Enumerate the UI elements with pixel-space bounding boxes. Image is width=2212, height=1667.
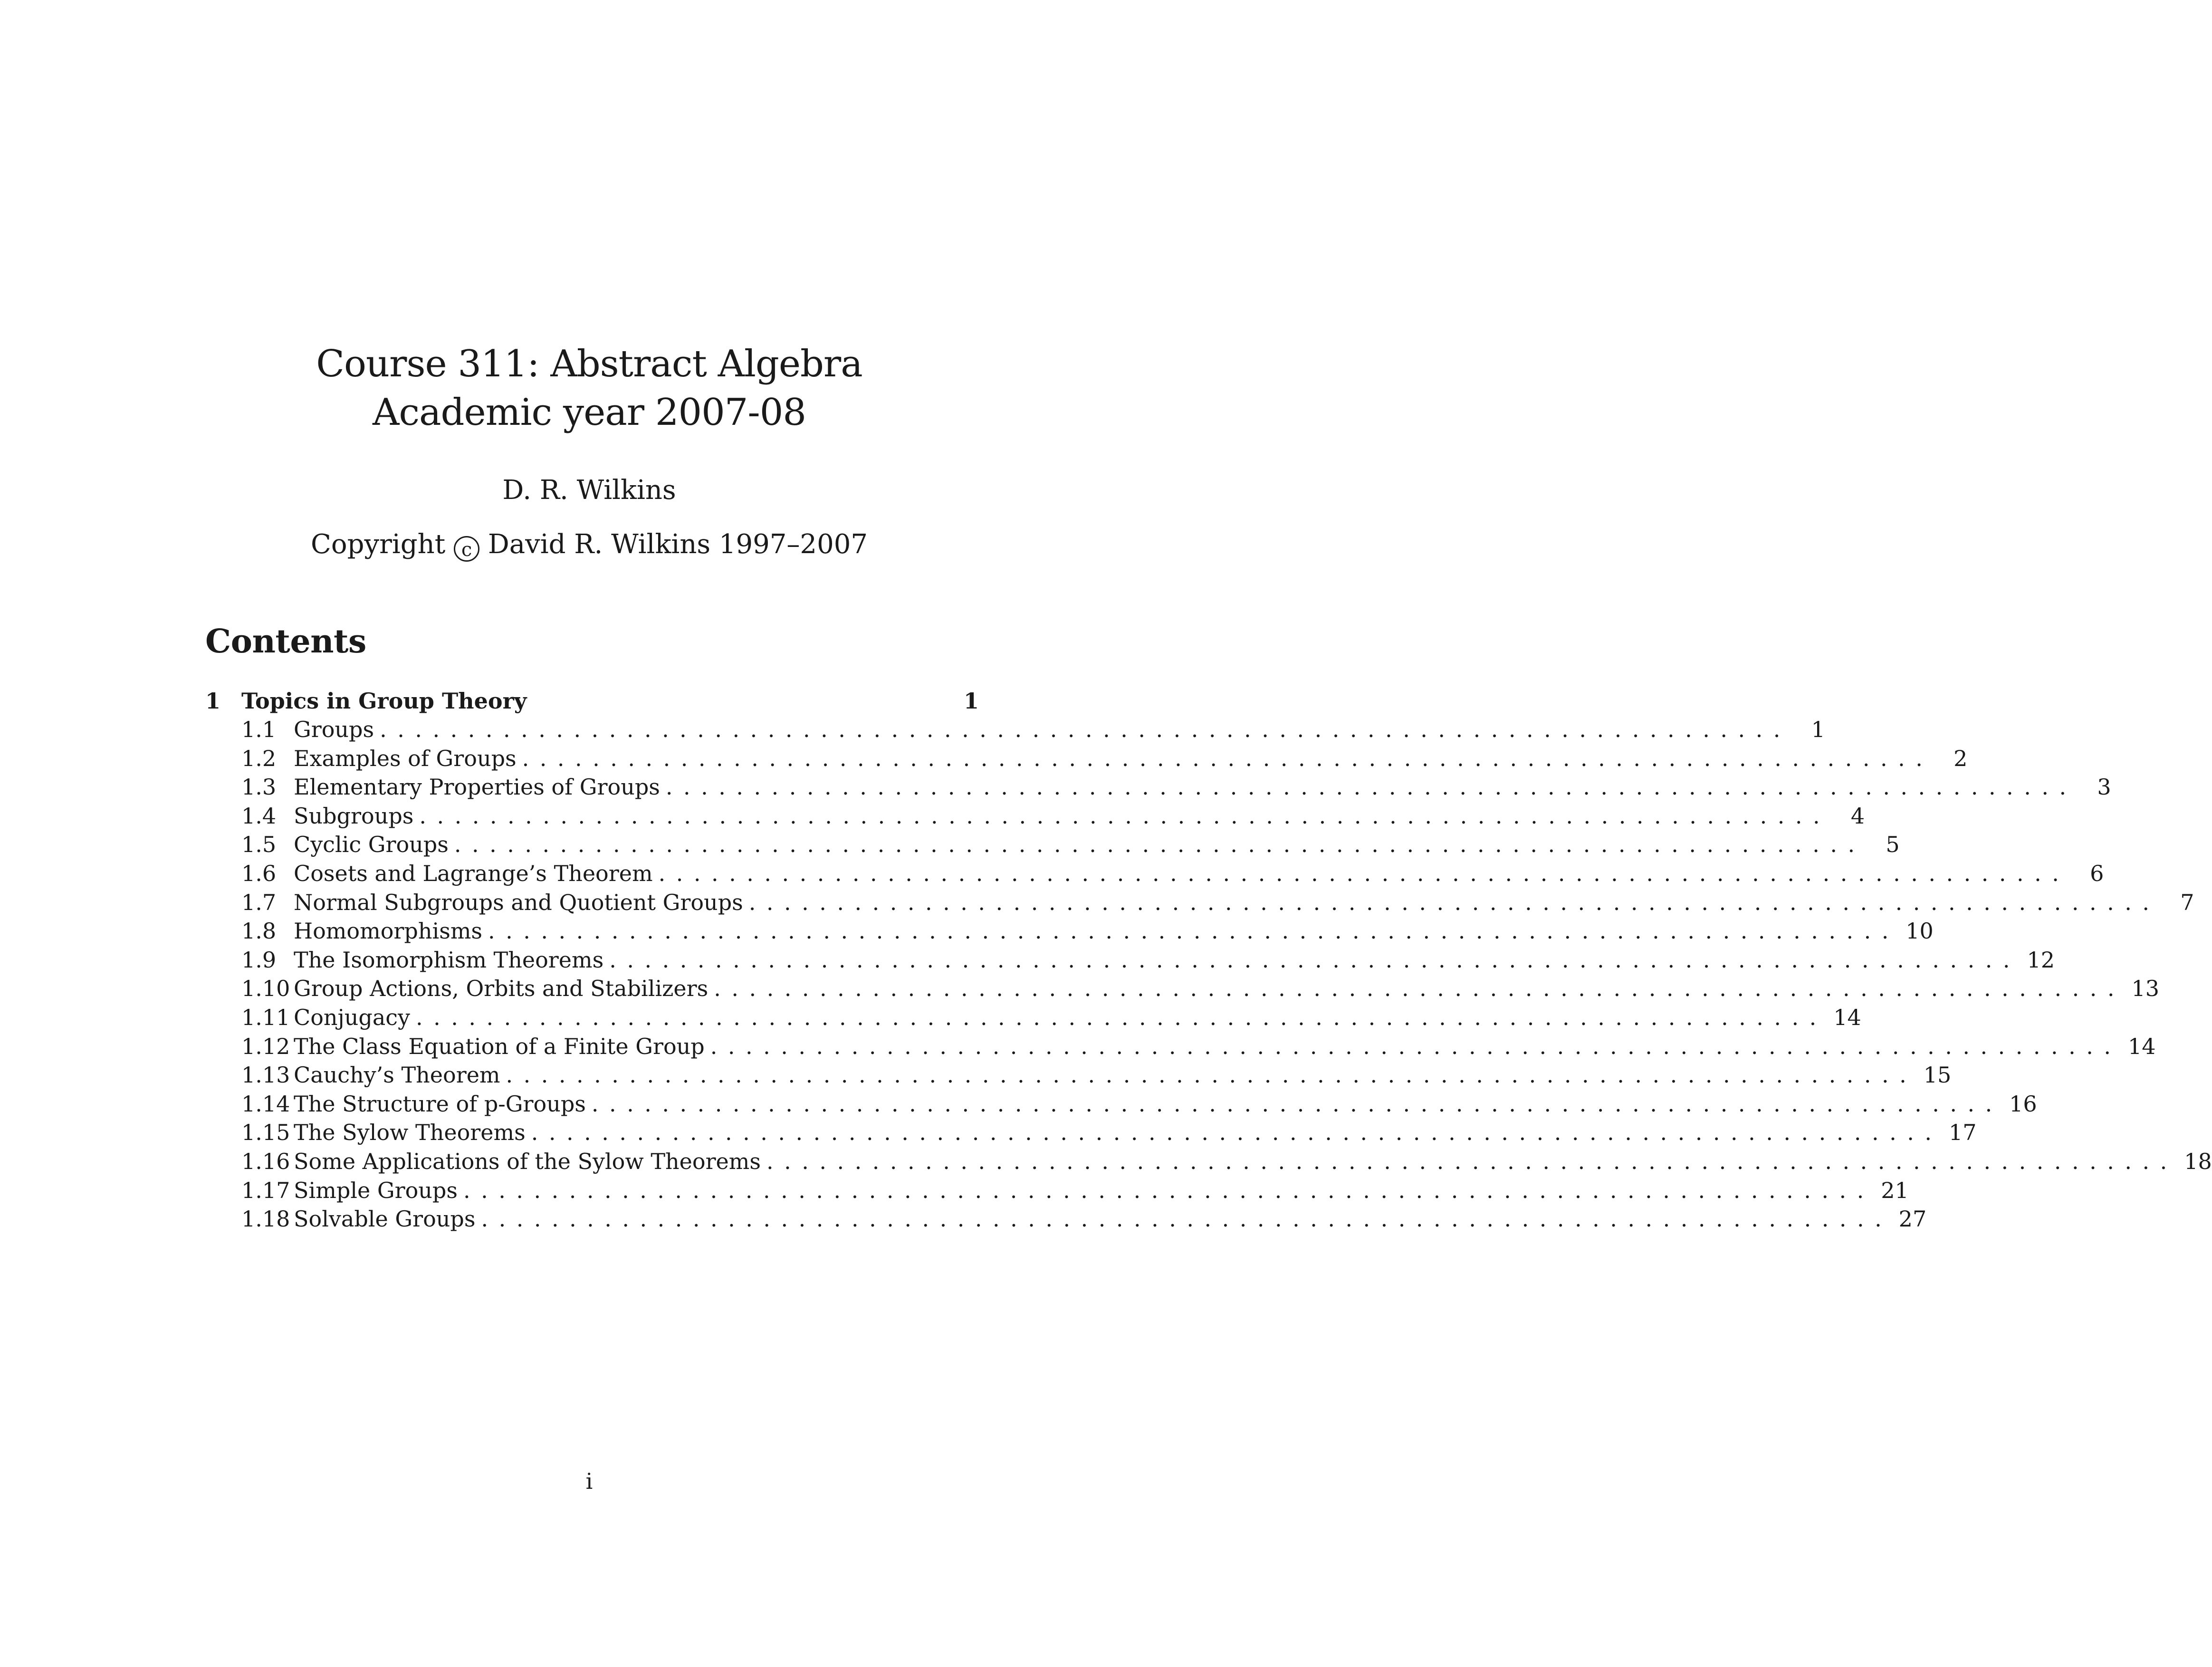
page-number: i [585, 1468, 593, 1494]
chapter-title: Topics in Group Theory [241, 688, 527, 714]
dot-leader: ................................................................................ [531, 1120, 1943, 1146]
toc-entry[interactable] [205, 947, 2055, 976]
toc-entry[interactable] [205, 745, 1968, 775]
section-number: 1.6 [241, 860, 277, 886]
section-title: Solvable Groups [294, 1206, 476, 1232]
section-number: 1.17 [241, 1177, 290, 1203]
section-number: 1.10 [241, 976, 290, 1002]
dot-leader: ................................................................................ [488, 918, 1899, 944]
section-number: 1.15 [241, 1120, 290, 1146]
section-page: 14 [1833, 1004, 1861, 1030]
copyright-prefix: Copyright [311, 529, 446, 560]
section-page: 21 [1881, 1177, 1909, 1203]
section-page: 13 [2131, 976, 2159, 1002]
author: D. R. Wilkins [502, 475, 676, 506]
dot-leader: ................................................................................ [416, 1004, 1827, 1030]
dot-leader: ................................................................................ [609, 947, 2020, 973]
toc-entry[interactable] [205, 1206, 1927, 1235]
section-page: 12 [2027, 947, 2055, 973]
copyright-icon: c [454, 536, 479, 562]
dot-leader: ................................................................................ [714, 976, 2125, 1002]
section-title: Normal Subgroups and Quotient Groups [294, 889, 743, 915]
dot-leader: ................................................................................ [658, 860, 2070, 886]
section-title: Elementary Properties of Groups [294, 774, 660, 800]
section-page: 18 [2184, 1148, 2212, 1174]
toc-chapter-entry[interactable] [205, 688, 979, 717]
document-subtitle: Academic year 2007-08 [373, 391, 806, 434]
section-title: Conjugacy [294, 1004, 411, 1030]
section-title: Group Actions, Orbits and Stabilizers [294, 976, 709, 1002]
title-block [0, 340, 1178, 562]
toc-entry[interactable] [205, 832, 1900, 861]
section-number: 1.9 [241, 947, 277, 973]
toc-entry[interactable] [205, 774, 2111, 803]
toc-entry[interactable] [205, 889, 2194, 919]
section-number: 1.2 [241, 745, 277, 771]
section-page: 1 [1811, 717, 1825, 742]
section-title: Groups [294, 717, 374, 742]
dot-leader: ................................................................................ [419, 803, 1831, 829]
section-number: 1.4 [241, 803, 277, 829]
section-page: 6 [2090, 860, 2104, 886]
section-page: 10 [1906, 918, 1934, 944]
dot-leader: ................................................................................ [481, 1206, 1893, 1232]
toc-section-list [205, 717, 2212, 1235]
section-title: The Isomorphism Theorems [294, 947, 604, 973]
section-number: 1.12 [241, 1033, 290, 1059]
section-page: 5 [1886, 832, 1900, 858]
section-title: Cauchy’s Theorem [294, 1062, 500, 1088]
toc-entry[interactable] [205, 1148, 2212, 1178]
dot-leader: ................................................................................ [454, 832, 1866, 858]
section-page: 16 [2009, 1091, 2037, 1117]
section-number: 1.11 [241, 1004, 290, 1030]
section-number: 1.8 [241, 918, 277, 944]
section-page: 14 [2127, 1033, 2156, 1059]
toc-entry[interactable] [205, 803, 1865, 832]
toc-entry[interactable] [205, 1120, 1977, 1149]
section-title: Cosets and Lagrange’s Theorem [294, 860, 653, 886]
chapter-page: 1 [963, 688, 979, 714]
toc-entry[interactable] [205, 918, 1934, 947]
section-title: Cyclic Groups [294, 832, 449, 858]
section-title: Examples of Groups [294, 745, 517, 771]
section-number: 1.1 [241, 717, 277, 742]
section-number: 1.7 [241, 889, 277, 915]
toc-entry[interactable] [205, 1004, 1861, 1034]
toc-entry[interactable] [205, 1091, 2037, 1120]
contents-heading: Contents [205, 623, 366, 661]
section-page: 15 [1923, 1062, 1952, 1088]
section-page: 3 [2097, 774, 2111, 800]
dot-leader: ................................................................................ [748, 889, 2160, 915]
section-page: 4 [1850, 803, 1865, 829]
dot-leader: ................................................................................ [380, 717, 1791, 742]
section-number: 1.16 [241, 1148, 290, 1174]
copyright-holder: David R. Wilkins 1997–2007 [488, 529, 868, 560]
toc-entry[interactable] [205, 717, 1825, 746]
section-page: 17 [1948, 1120, 1977, 1146]
toc-entry[interactable] [205, 1062, 1952, 1091]
section-title: The Class Equation of a Finite Group [294, 1033, 705, 1059]
toc-entry[interactable] [205, 860, 2104, 890]
section-title: The Sylow Theorems [294, 1120, 526, 1146]
section-title: The Structure of p-Groups [294, 1091, 586, 1117]
section-number: 1.3 [241, 774, 277, 800]
section-page: 2 [1953, 745, 1968, 771]
section-title: Homomorphisms [294, 918, 483, 944]
section-title: Some Applications of the Sylow Theorems [294, 1148, 761, 1174]
dot-leader: ................................................................................ [506, 1062, 1917, 1088]
section-title: Subgroups [294, 803, 414, 829]
toc-entry[interactable] [205, 1033, 2156, 1063]
document-title: Course 311: Abstract Algebra [316, 343, 862, 385]
section-number: 1.18 [241, 1206, 290, 1232]
section-page: 7 [2180, 889, 2194, 915]
table-of-contents [205, 688, 2212, 1235]
dot-leader: ................................................................................ [766, 1148, 2178, 1174]
section-page: 27 [1898, 1206, 1927, 1232]
section-number: 1.13 [241, 1062, 290, 1088]
dot-leader: ................................................................................ [463, 1177, 1875, 1203]
chapter-number: 1 [205, 688, 221, 714]
dot-leader: ................................................................................ [522, 745, 1934, 771]
copyright-notice [0, 528, 1178, 562]
toc-entry[interactable] [205, 1177, 1909, 1207]
section-number: 1.5 [241, 832, 277, 858]
section-title: Simple Groups [294, 1177, 458, 1203]
section-number: 1.14 [241, 1091, 290, 1117]
dot-leader: ................................................................................ [665, 774, 2077, 800]
dot-leader: ................................................................................ [710, 1033, 2122, 1059]
dot-leader: ................................................................................ [591, 1091, 2003, 1117]
toc-entry[interactable] [205, 976, 2159, 1005]
